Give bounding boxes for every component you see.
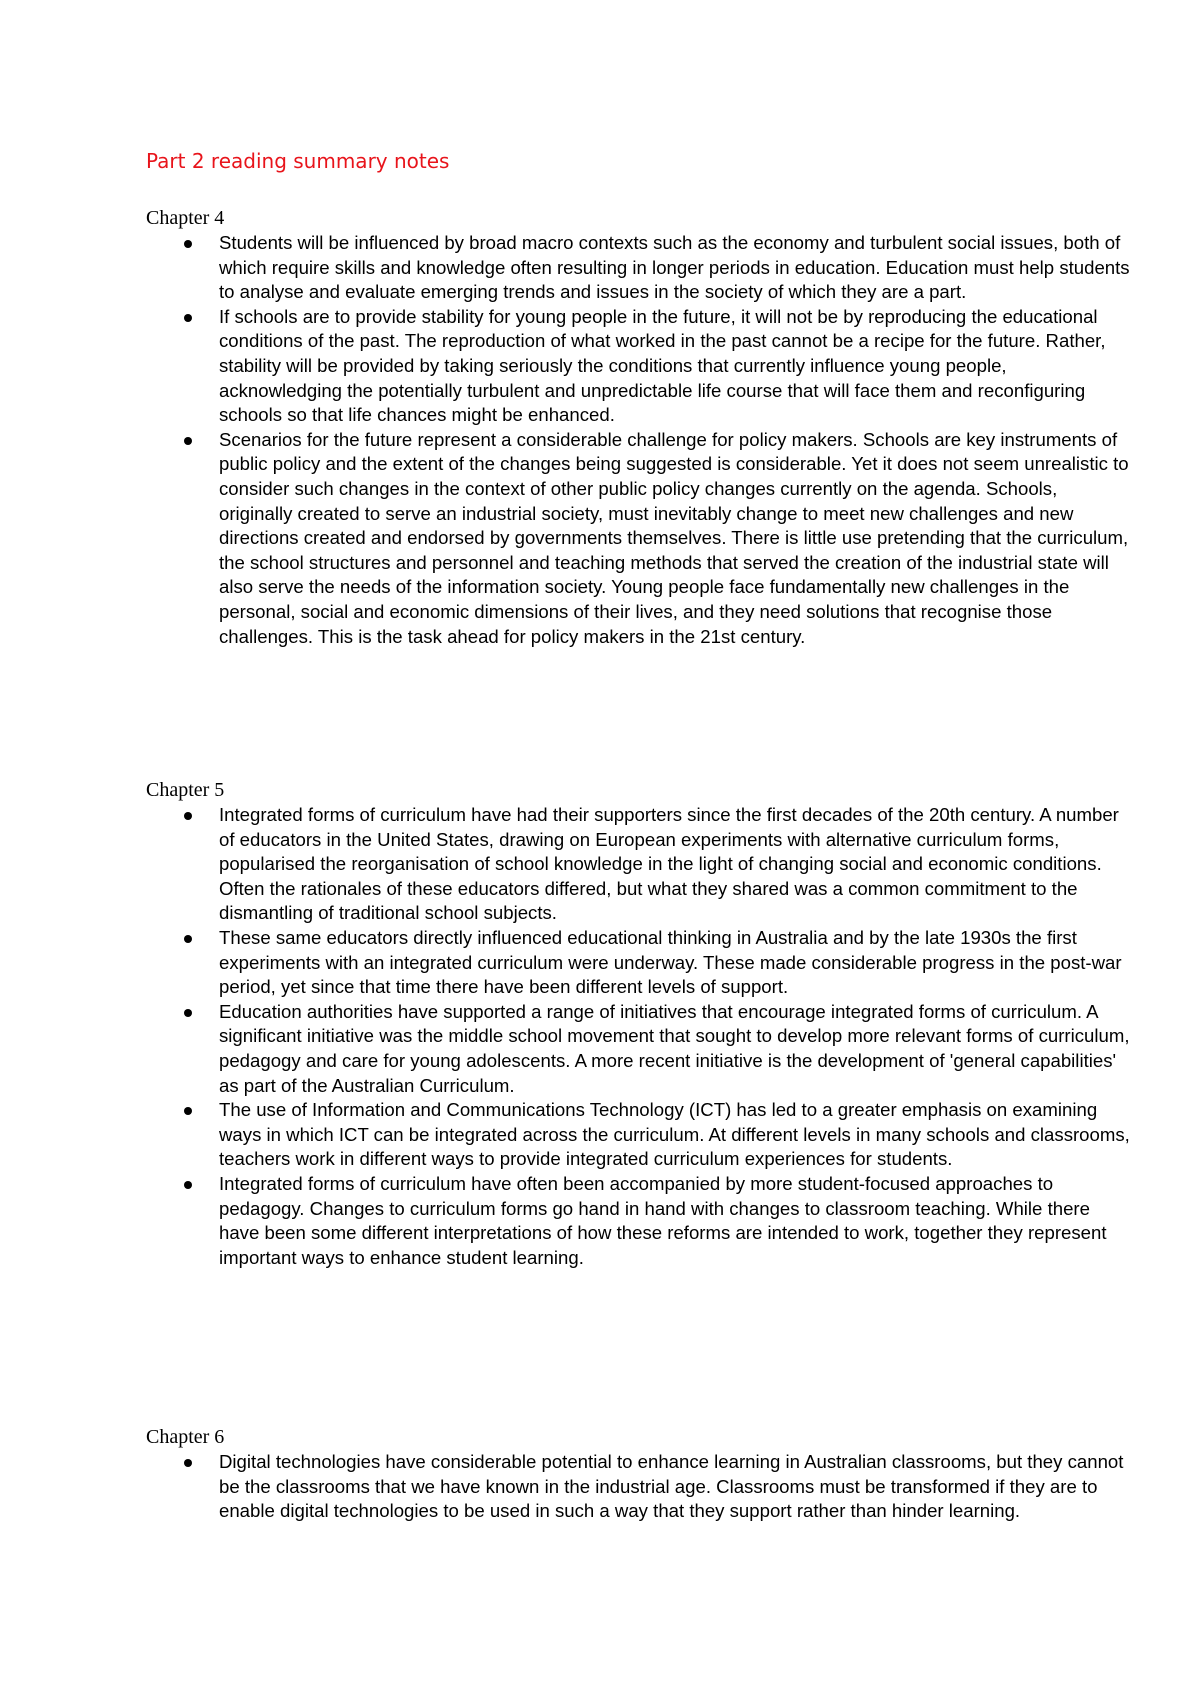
list-item xyxy=(146,1098,1134,1172)
chapter-heading: Chapter 4 xyxy=(146,207,225,229)
bullet-icon xyxy=(184,935,192,943)
chapter-4-section xyxy=(146,206,1130,649)
list-item xyxy=(146,428,1134,649)
chapter-heading: Chapter 6 xyxy=(146,1426,225,1448)
list-item xyxy=(146,803,1134,926)
bullet-text: Digital technologies have considerable potential to enhance learning in Australian classrooms, but they cannot be the classrooms that we have known in the industrial age. Classrooms must be transformed if they are to enable digital technologies to be used in such a way that they support rather than hinder learning. xyxy=(219,1451,1124,1522)
bullet-icon xyxy=(184,314,192,322)
bullet-icon xyxy=(184,1107,192,1115)
bullet-list xyxy=(146,231,1130,649)
chapter-5-section xyxy=(146,778,1130,1270)
bullet-text: These same educators directly influenced educational thinking in Australia and by the late 1930s the first experiments with an integrated curriculum were underway. These made considerable progress in the post-war period, yet since that time there have been different levels of support. xyxy=(219,926,1122,998)
bullet-icon xyxy=(184,240,192,248)
bullet-text: Education authorities have supported a range of initiatives that encourage integrated forms of curriculum. A significant initiative was the middle school movement that sought to develop more relevant forms of curriculum, pedagogy and care for young adolescents. A more recent initiative is the development of 'general capabilities' as part of the Australian Curriculum. xyxy=(219,1000,1130,1096)
bullet-icon xyxy=(184,1459,192,1467)
list-item xyxy=(146,926,1134,1000)
bullet-text: Scenarios for the future represent a considerable challenge for policy makers. Schools are key instruments of public policy and the extent of the changes being suggested is considerable. Yet it does not seem unrealistic to consider such changes in the context of other public policy changes currently on the agenda. Schools, originally created to serve an industrial society, must inevitably change to meet new challenges and new directions created and endorsed by governments themselves. There is little use pretending that the curriculum, the school structures and personnel and teaching methods that served the creation of the industrial state will also serve the needs of the information society. Young people face fundamentally new challenges in the personal, social and economic dimensions of their lives, and they need solutions that recognise those challenges. This is the task ahead for policy makers in the 21st century. xyxy=(219,428,1129,647)
list-item xyxy=(146,231,1134,305)
bullet-text: The use of Information and Communications Technology (ICT) has led to a greater emphasis on examining ways in which ICT can be integrated across the curriculum. At different levels in many schools and classrooms, teachers work in different ways to provide integrated curriculum experiences for students. xyxy=(219,1099,1130,1170)
bullet-list xyxy=(146,803,1130,1270)
bullet-icon xyxy=(184,812,192,820)
bullet-text: Integrated forms of curriculum have had their supporters since the first decades of the 20th century. A number of educators in the United States, drawing on European experiments with alternative curriculum forms, popularised the reorganisation of school knowledge in the light of changing social and economic conditions. Often the rationales of these educators differed, but what they shared was a common commitment to the dismantling of traditional school subjects. xyxy=(219,804,1119,924)
bullet-icon xyxy=(184,437,192,445)
chapter-heading: Chapter 5 xyxy=(146,779,225,801)
bullet-text: Students will be influenced by broad macro contexts such as the economy and turbulent social issues, both of which require skills and knowledge often resulting in longer periods in education. Education must help students to analyse and evaluate emerging trends and issues in the society of which they are a part. xyxy=(219,232,1130,303)
bullet-text: If schools are to provide stability for young people in the future, it will not be by reproducing the educational conditions of the past. The reproduction of what worked in the past cannot be a recipe for the future. Rather, stability will be provided by taking seriously the conditions that currently influence young people, acknowledging the potentially turbulent and unpredictable life course that will face them and reconfiguring schools so that life chances might be enhanced. xyxy=(219,305,1106,426)
bullet-icon xyxy=(184,1009,192,1017)
list-item xyxy=(146,1000,1134,1098)
chapter-6-section xyxy=(146,1425,1124,1524)
document-title: Part 2 reading summary notes xyxy=(146,149,450,173)
bullet-icon xyxy=(184,1181,192,1189)
list-item xyxy=(146,1172,1134,1270)
bullet-text: Integrated forms of curriculum have often been accompanied by more student-focused approaches to pedagogy. Changes to curriculum forms go hand in hand with changes to classroom teaching. While there have been some different interpretations of how these reforms are intended to work, together they represent important ways to enhance student learning. xyxy=(219,1172,1107,1268)
bullet-list xyxy=(146,1450,1124,1524)
list-item xyxy=(146,1450,1134,1524)
list-item xyxy=(146,305,1134,428)
